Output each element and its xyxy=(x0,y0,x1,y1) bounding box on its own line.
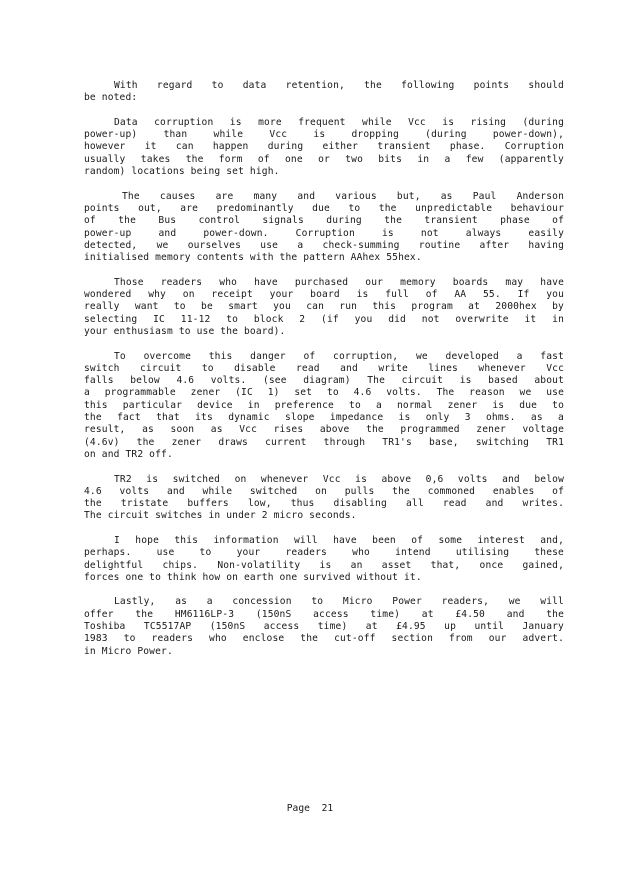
text-line: in Micro Power. xyxy=(84,645,173,657)
text-line: 4.6 volts and while switched on pulls the commoned enables of xyxy=(84,485,564,497)
paragraph xyxy=(84,191,564,265)
page-number: 21 xyxy=(321,803,334,814)
paragraph xyxy=(84,80,564,105)
page-label: Page xyxy=(286,803,310,814)
text-line: perhaps. use to your readers who intend utilising these xyxy=(84,547,564,559)
text-line: power-up and power-down. Corruption is not always easily xyxy=(84,227,564,239)
text-line: switch circuit to disable read and write lines whenever Vcc xyxy=(84,362,564,374)
paragraph xyxy=(84,277,564,338)
text-line: the tristate buffers low, thus disabling all read and writes. xyxy=(84,498,564,510)
paragraph xyxy=(84,117,564,178)
paragraph xyxy=(84,535,564,584)
text-line: this particular device in preference to a normal zener is due to xyxy=(84,399,564,411)
text-line: falls below 4.6 volts. (see diagram) The circuit is based about xyxy=(84,375,564,387)
text-line: be noted: xyxy=(84,92,138,104)
paragraph xyxy=(84,474,564,523)
text-line: selecting IC 11-12 to block 2 (if you did not overwrite it in xyxy=(84,313,564,325)
text-line: power-up) than while Vcc is dropping (during power-down), xyxy=(84,129,564,141)
paragraph xyxy=(84,351,564,462)
text-line: wondered why on receipt your board is full of AA 55. If you xyxy=(84,289,564,301)
text-line: really want to be smart you can run this program at 2000hex by xyxy=(84,301,564,313)
text-line: a programmable zener (IC 1) set to 4.6 volts. The reason we use xyxy=(84,387,564,399)
text-line: random) locations being set high. xyxy=(84,166,280,178)
text-line: however it can happen during either transient phase. Corruption xyxy=(84,141,564,153)
text-line: Data corruption is more frequent while Vcc is rising (during xyxy=(114,116,564,128)
text-line: detected, we ourselves use a check-summing routine after having xyxy=(84,239,564,251)
text-line: I hope this information will have been of some interest and, xyxy=(114,534,564,546)
document-body xyxy=(84,80,564,670)
text-line: 1983 to readers who enclose the cut-off section from our advert. xyxy=(84,633,564,645)
text-line: Toshiba TC5517AP (150nS access time) at £4.95 up until January xyxy=(84,621,564,633)
text-line: delightful chips. Non-volatility is an asset that, once gained, xyxy=(84,559,564,571)
text-line: The circuit switches in under 2 micro seconds. xyxy=(84,510,357,522)
text-line: offer the HM6116LP-3 (150nS access time) at £4.50 and the xyxy=(84,608,564,620)
text-line: points out, are predominantly due to the unpredictable behaviour xyxy=(84,202,564,214)
text-line: The causes are many and various but, as Paul Anderson xyxy=(122,190,564,202)
text-line: on and TR2 off. xyxy=(84,448,173,460)
text-line: Those readers who have purchased our memory boards may have xyxy=(114,276,564,288)
paragraph xyxy=(84,596,564,657)
text-line: result, as soon as Vcc rises above the programmed zener voltage xyxy=(84,424,564,436)
text-line: (4.6v) the zener draws current through TR1's base, switching TR1 xyxy=(84,436,564,448)
text-line: of the Bus control signals during the transient phase of xyxy=(84,215,564,227)
text-line: your enthusiasm to use the board). xyxy=(84,325,286,337)
text-line: initialised memory contents with the pattern AAhex 55hex. xyxy=(84,252,422,264)
text-line: Lastly, as a concession to Micro Power readers, we will xyxy=(114,596,564,608)
text-line: TR2 is switched on whenever Vcc is above 0,6 volts and below xyxy=(114,473,564,485)
text-line: usually takes the form of one or two bits in a few (apparently xyxy=(84,153,564,165)
text-line: With regard to data retention, the following points should xyxy=(114,80,564,91)
page-footer xyxy=(0,803,620,814)
text-line: the fact that its dynamic slope impedance is only 3 ohms. as a xyxy=(84,412,564,424)
text-line: To overcome this danger of corruption, we developed a fast xyxy=(114,350,564,362)
text-line: forces one to think how on earth one survived without it. xyxy=(84,571,422,583)
